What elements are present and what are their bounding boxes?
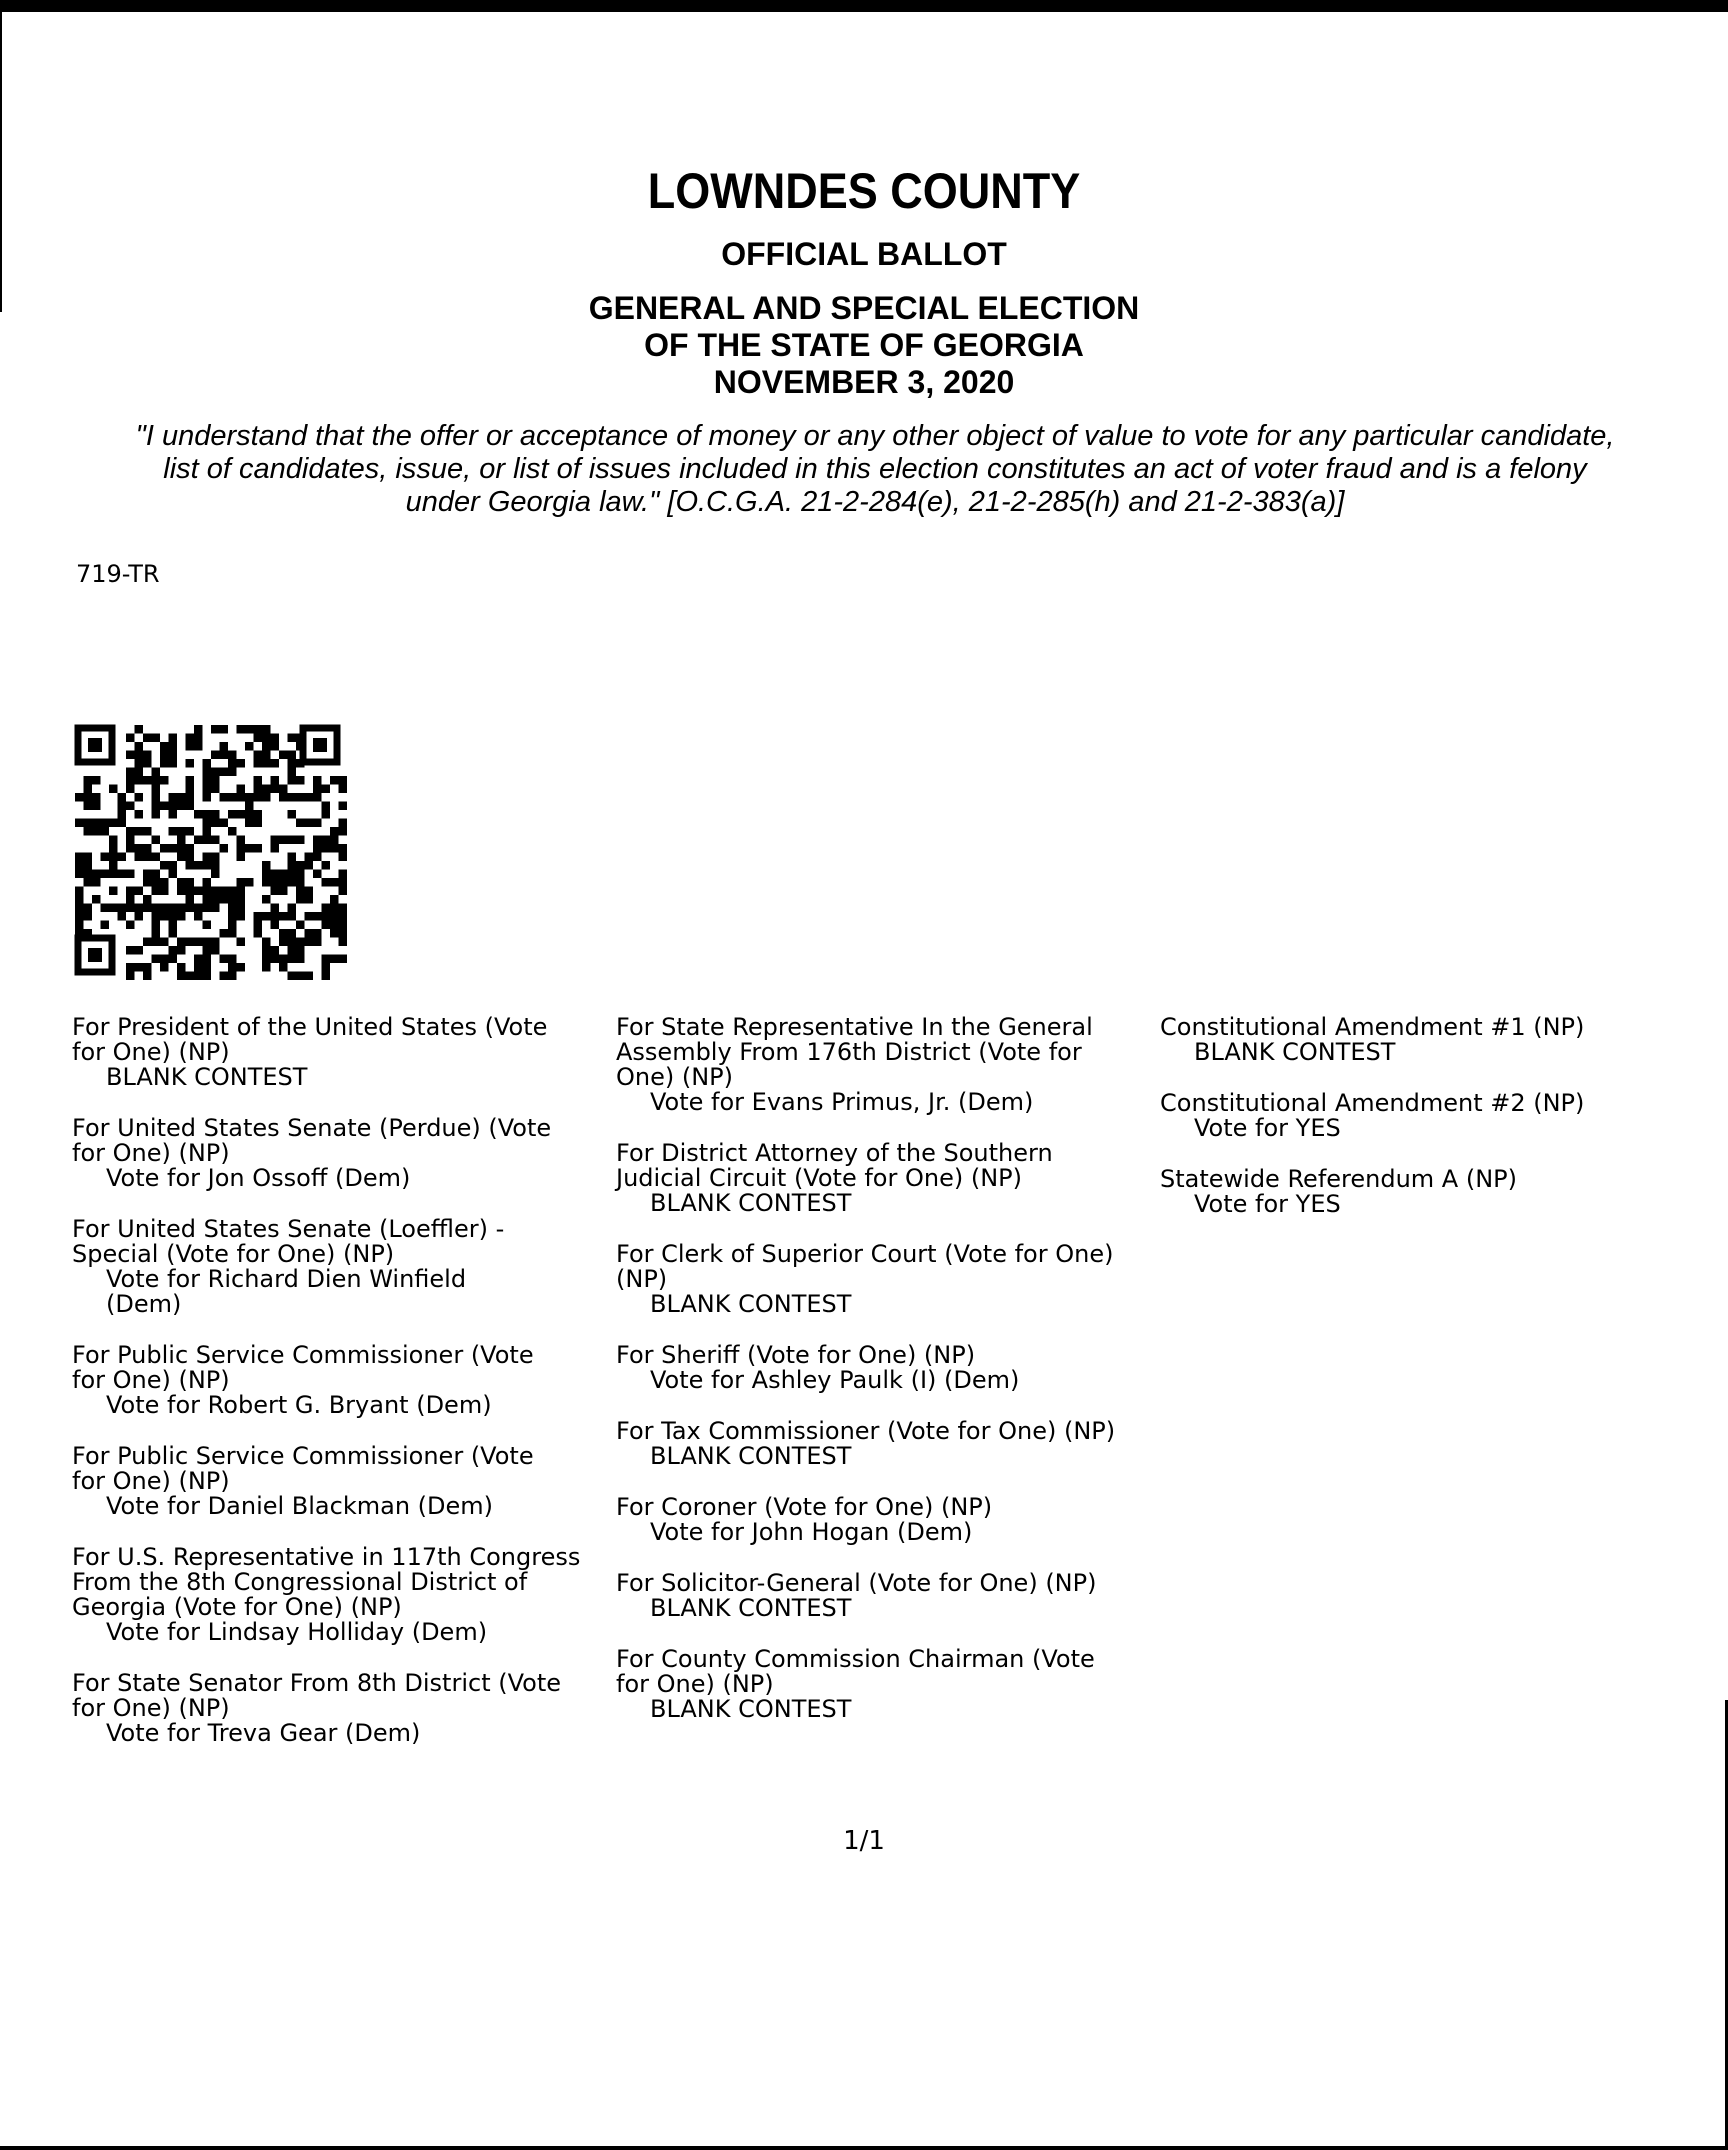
election-date: NOVEMBER 3, 2020 <box>713 364 1015 400</box>
contest-item <box>1160 1091 1700 1141</box>
contest-item <box>616 1343 1156 1393</box>
election-heading <box>0 290 1728 401</box>
contest-item <box>72 1116 612 1191</box>
contest-title: For District Attorney of the Southern Judicial Circuit (Vote for One) (NP) <box>616 1139 1053 1192</box>
oath-line-1: "I understand that the offer or acceptance of money or any other object of value to vote for any particular candidate, <box>135 420 1615 452</box>
contest-column-2 <box>616 1015 1156 1748</box>
contest-selection: BLANK CONTEST <box>650 1442 852 1470</box>
oath-line-2: list of candidates, issue, or list of issues included in this election constitutes an act of voter fraud and is a felony <box>163 453 1587 485</box>
qr-code <box>72 722 347 982</box>
contest-selection: Vote for Richard Dien Winfield (Dem) <box>106 1265 467 1318</box>
contest-selection: Vote for Robert G. Bryant (Dem) <box>106 1391 492 1419</box>
contest-selection: Vote for Jon Ossoff (Dem) <box>106 1164 411 1192</box>
contest-item <box>1160 1167 1700 1217</box>
page-number: 1/1 <box>843 1826 885 1856</box>
contest-item <box>72 1343 612 1418</box>
contest-title: Constitutional Amendment #2 (NP) <box>1160 1089 1585 1117</box>
contest-column-3 <box>1160 1015 1700 1243</box>
oath-line-3: under Georgia law." [O.C.G.A. 21-2-284(e), 21-2-285(h) and 21-2-383(a)] <box>405 486 1345 518</box>
contest-item <box>72 1545 612 1645</box>
contest-selection: BLANK CONTEST <box>650 1594 852 1622</box>
contest-title: Statewide Referendum A (NP) <box>1160 1165 1517 1193</box>
contest-title: For Solicitor-General (Vote for One) (NP) <box>616 1569 1097 1597</box>
contest-item <box>616 1141 1156 1216</box>
county-title: LOWNDES COUNTY <box>647 163 1081 219</box>
contest-column-1 <box>72 1015 612 1772</box>
contest-item <box>616 1015 1156 1115</box>
contest-item <box>616 1571 1156 1621</box>
contest-title: For Public Service Commissioner (Vote for One) (NP) <box>72 1341 534 1394</box>
contest-selection: BLANK CONTEST <box>650 1290 852 1318</box>
contest-title: For President of the United States (Vote for One) (NP) <box>72 1013 548 1066</box>
contest-selection: BLANK CONTEST <box>1194 1038 1396 1066</box>
contest-selection: BLANK CONTEST <box>650 1189 852 1217</box>
contest-title: For Coroner (Vote for One) (NP) <box>616 1493 993 1521</box>
contest-item <box>616 1419 1156 1469</box>
contest-item <box>616 1495 1156 1545</box>
contest-selection: Vote for Ashley Paulk (I) (Dem) <box>650 1366 1020 1394</box>
contest-selection: Vote for YES <box>1194 1190 1341 1218</box>
voter-fraud-statement <box>80 420 1670 519</box>
contest-selection: BLANK CONTEST <box>106 1063 308 1091</box>
top-border <box>0 0 1728 12</box>
contest-title: For United States Senate (Loeffler) - Special (Vote for One) (NP) <box>72 1215 505 1268</box>
contest-title: For United States Senate (Perdue) (Vote for One) (NP) <box>72 1114 552 1167</box>
contest-item <box>1160 1015 1700 1065</box>
contest-title: Constitutional Amendment #1 (NP) <box>1160 1013 1585 1041</box>
contest-selection: Vote for Treva Gear (Dem) <box>106 1719 421 1747</box>
contest-item <box>72 1217 612 1317</box>
election-line-2: OF THE STATE OF GEORGIA <box>644 327 1084 363</box>
contest-selection: Vote for Evans Primus, Jr. (Dem) <box>650 1088 1034 1116</box>
contest-item <box>72 1015 612 1090</box>
contest-selection: Vote for Lindsay Holliday (Dem) <box>106 1618 488 1646</box>
contest-selection: Vote for Daniel Blackman (Dem) <box>106 1492 494 1520</box>
contest-selection: BLANK CONTEST <box>650 1695 852 1723</box>
contest-title: For State Senator From 8th District (Vote for One) (NP) <box>72 1669 562 1722</box>
election-line-1: GENERAL AND SPECIAL ELECTION <box>588 290 1140 326</box>
contest-item <box>72 1671 612 1746</box>
contest-item <box>616 1647 1156 1722</box>
ballot-code: 719-TR <box>76 560 160 588</box>
contest-selection: Vote for YES <box>1194 1114 1341 1142</box>
contest-item <box>616 1242 1156 1317</box>
contest-title: For State Representative In the General Assembly From 176th District (Vote for One) (NP) <box>616 1013 1093 1091</box>
ballot-type: OFFICIAL BALLOT <box>721 236 1007 272</box>
contest-item <box>72 1444 612 1519</box>
contest-title: For Clerk of Superior Court (Vote for One) (NP) <box>616 1240 1114 1293</box>
contest-selection: Vote for John Hogan (Dem) <box>650 1518 973 1546</box>
contest-title: For Public Service Commissioner (Vote for One) (NP) <box>72 1442 534 1495</box>
contest-title: For Tax Commissioner (Vote for One) (NP) <box>616 1417 1116 1445</box>
contest-title: For County Commission Chairman (Vote for One) (NP) <box>616 1645 1095 1698</box>
contest-title: For U.S. Representative in 117th Congress From the 8th Congressional District of Georgia (Vote for One) (NP) <box>72 1543 581 1621</box>
bottom-border <box>0 2146 1728 2150</box>
contest-title: For Sheriff (Vote for One) (NP) <box>616 1341 976 1369</box>
